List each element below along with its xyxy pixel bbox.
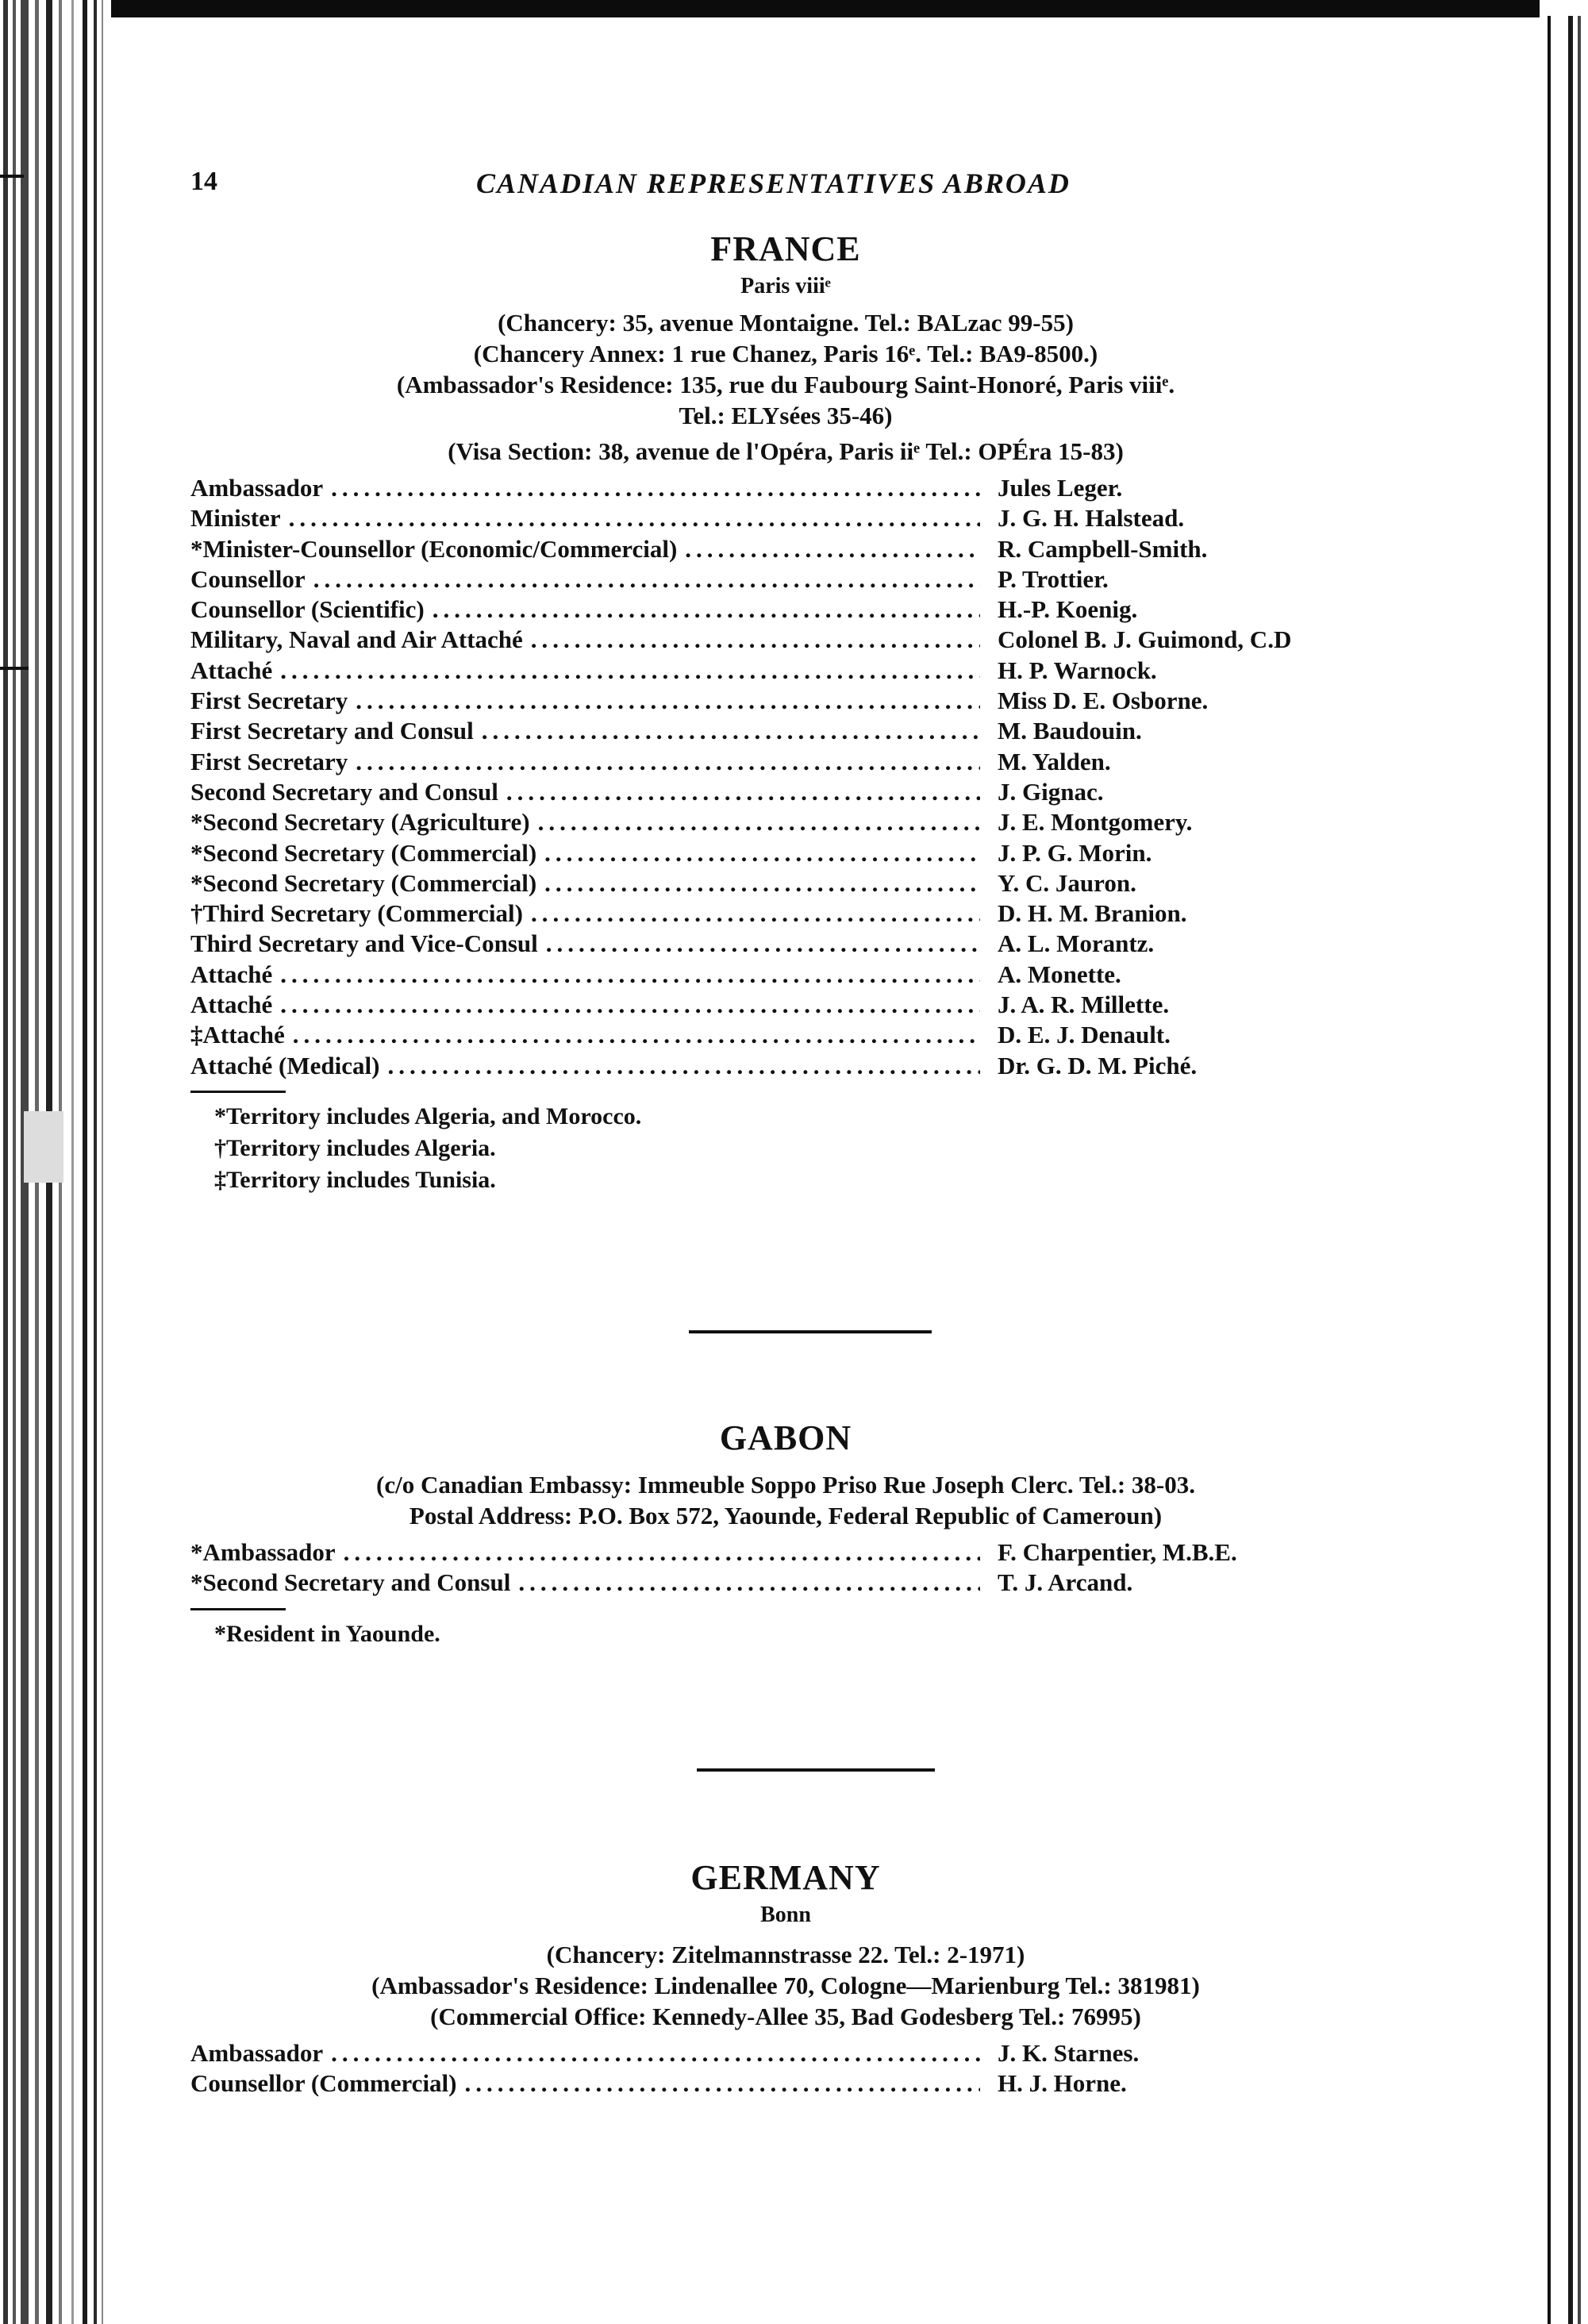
address-line: (Visa Section: 38, avenue de l'Opéra, Paris iiᵉ Tel.: OPÉra 15-83): [448, 437, 1124, 465]
section-germany: [190, 1857, 1381, 2099]
staff-row: [190, 594, 1381, 625]
address-line: (Chancery: 35, avenue Montaigne. Tel.: BALzac 99-55): [498, 309, 1074, 337]
leader-dots: [280, 656, 980, 686]
footnotes-france: [190, 1101, 1381, 1196]
section-gabon: [190, 1418, 1381, 1650]
leader-dots: [465, 2068, 981, 2099]
section-france: [190, 229, 1381, 1196]
staff-position: Counsellor: [190, 564, 306, 593]
staff-row: [190, 807, 1381, 837]
staff-position: *Ambassador: [190, 1538, 336, 1566]
staff-row: [190, 473, 1381, 503]
page-number: 14: [190, 167, 217, 196]
staff-position: *Second Secretary and Consul: [190, 1568, 511, 1597]
staff-name: M. Baudouin.: [998, 717, 1142, 745]
staff-name: J. Gignac.: [998, 777, 1104, 806]
staff-name: D. E. J. Denault.: [998, 1021, 1171, 1049]
staff-position: *Second Secretary (Commercial): [190, 868, 537, 897]
staff-name: H. J. Horne.: [998, 2069, 1127, 2098]
footnote: *Territory includes Algeria, and Morocco.: [214, 1102, 642, 1129]
leader-dots: [544, 868, 980, 898]
leader-dots: [387, 1051, 980, 1081]
leader-dots: [313, 564, 980, 594]
staff-row: [190, 2068, 1381, 2099]
staff-name: Dr. G. D. M. Piché.: [998, 1051, 1198, 1079]
staff-position: Second Secretary and Consul: [190, 777, 498, 806]
staff-name: P. Trottier.: [998, 564, 1109, 593]
staff-position: First Secretary: [190, 747, 348, 775]
staff-row: [190, 1568, 1381, 1598]
staff-name: A. Monette.: [998, 960, 1121, 988]
staff-position: First Secretary and Consul: [190, 717, 474, 745]
leader-dots: [356, 686, 980, 716]
footnote-rule: [190, 1608, 286, 1610]
staff-position: Attaché (Medical): [190, 1051, 380, 1079]
staff-position: Minister: [190, 504, 281, 533]
page-header: [190, 167, 1381, 206]
staff-position: ‡Attaché: [190, 1021, 285, 1049]
address-line: (Ambassador's Residence: Lindenallee 70, Cologne—Marienburg Tel.: 381981): [371, 1972, 1200, 1999]
staff-position: *Second Secretary (Commercial): [190, 838, 537, 867]
staff-name: Jules Leger.: [998, 474, 1123, 502]
staff-position: Attaché: [190, 656, 273, 684]
section-divider: [697, 1768, 935, 1772]
staff-row: [190, 1020, 1381, 1050]
staff-row: [190, 929, 1381, 959]
address-block-gabon: [190, 1469, 1381, 1531]
staff-name: M. Yalden.: [998, 747, 1111, 775]
staff-position: †Third Secretary (Commercial): [190, 899, 523, 928]
leader-dots: [344, 1537, 980, 1568]
staff-row: [190, 1537, 1381, 1568]
staff-list-gabon: [190, 1537, 1381, 1599]
staff-list-france: [190, 473, 1381, 1081]
scan-binding-edge: [0, 0, 111, 2324]
staff-row: [190, 777, 1381, 807]
staff-position: *Second Secretary (Agriculture): [190, 808, 530, 837]
leader-dots: [518, 1568, 980, 1598]
staff-name: H.-P. Koenig.: [998, 595, 1138, 624]
staff-row: [190, 838, 1381, 868]
staff-name: F. Charpentier, M.B.E.: [998, 1538, 1237, 1566]
address-line: (Ambassador's Residence: 135, rue du Faubourg Saint-Honoré, Paris viiiᵉ.: [396, 371, 1175, 398]
staff-name: J. G. H. Halstead.: [998, 504, 1185, 533]
staff-name: J. P. G. Morin.: [998, 838, 1152, 867]
staff-row: [190, 625, 1381, 655]
staff-name: D. H. M. Branion.: [998, 899, 1187, 928]
staff-row: [190, 503, 1381, 533]
staff-name: J. E. Montgomery.: [998, 808, 1193, 837]
address-line: (Chancery: Zitelmannstrasse 22. Tel.: 2-1971): [546, 1941, 1025, 1968]
address-line: (c/o Canadian Embassy: Immeuble Soppo Priso Rue Joseph Clerc. Tel.: 38-03.: [376, 1471, 1195, 1499]
staff-position: *Minister-Counsellor (Economic/Commercial): [190, 534, 678, 563]
staff-row: [190, 716, 1381, 746]
scan-top-border: [0, 0, 1588, 17]
staff-row: [190, 534, 1381, 564]
staff-position: First Secretary: [190, 687, 348, 715]
city-germany: Bonn: [760, 1903, 811, 1927]
leader-dots: [544, 838, 980, 868]
address-line: Postal Address: P.O. Box 572, Yaounde, Federal Republic of Cameroun): [409, 1502, 1163, 1529]
leader-dots: [289, 503, 980, 533]
address-line: (Commercial Office: Kennedy-Allee 35, Bad Godesberg Tel.: 76995): [430, 2003, 1141, 2030]
staff-name: Colonel B. J. Guimond, C.D: [998, 625, 1292, 654]
staff-position: Ambassador: [190, 474, 324, 502]
staff-position: Military, Naval and Air Attaché: [190, 625, 523, 654]
leader-dots: [506, 777, 980, 807]
address-line: Tel.: ELYsées 35-46): [679, 402, 893, 429]
staff-position: Attaché: [190, 960, 273, 988]
footnote: †Territory includes Algeria.: [214, 1134, 496, 1161]
leader-dots: [482, 716, 980, 746]
footnotes-gabon: [190, 1618, 1381, 1650]
leader-dots: [685, 534, 980, 564]
leader-dots: [331, 473, 980, 503]
staff-row: [190, 1051, 1381, 1081]
staff-row: [190, 686, 1381, 716]
staff-name: J. A. R. Millette.: [998, 991, 1170, 1019]
staff-name: T. J. Arcand.: [998, 1568, 1133, 1597]
staff-row: [190, 564, 1381, 594]
staff-position: Attaché: [190, 991, 273, 1019]
leader-dots: [531, 625, 980, 655]
scan-right-edge: [1540, 0, 1588, 2324]
section-divider: [689, 1330, 932, 1333]
address-line: (Chancery Annex: 1 rue Chanez, Paris 16ᵉ. Tel.: BA9-8500.): [473, 340, 1098, 367]
leader-dots: [356, 747, 980, 777]
staff-position: Counsellor (Scientific): [190, 595, 425, 624]
leader-dots: [538, 807, 980, 837]
staff-row: [190, 747, 1381, 777]
footnote: ‡Territory includes Tunisia.: [214, 1166, 496, 1193]
footnote-rule: [190, 1091, 286, 1093]
staff-position: Counsellor (Commercial): [190, 2069, 457, 2098]
staff-name: J. K. Starnes.: [998, 2039, 1140, 2067]
staff-row: [190, 2038, 1381, 2068]
country-heading-gabon: GABON: [719, 1418, 852, 1457]
footnote: *Resident in Yaounde.: [214, 1620, 440, 1647]
leader-dots: [531, 898, 980, 929]
staff-row: [190, 868, 1381, 898]
staff-row: [190, 960, 1381, 990]
staff-name: R. Campbell-Smith.: [998, 534, 1208, 563]
leader-dots: [331, 2038, 980, 2068]
staff-name: H. P. Warnock.: [998, 656, 1157, 684]
running-title: CANADIAN REPRESENTATIVES ABROAD: [476, 167, 1071, 199]
country-heading-germany: GERMANY: [690, 1858, 881, 1897]
staff-position: Ambassador: [190, 2039, 324, 2067]
staff-name: Miss D. E. Osborne.: [998, 687, 1209, 715]
leader-dots: [546, 929, 980, 959]
staff-name: Y. C. Jauron.: [998, 868, 1136, 897]
staff-row: [190, 898, 1381, 929]
leader-dots: [280, 960, 980, 990]
country-heading-france: FRANCE: [710, 229, 861, 268]
staff-row: [190, 990, 1381, 1020]
address-block-germany: [190, 1939, 1381, 2032]
leader-dots: [433, 594, 980, 625]
leader-dots: [280, 990, 980, 1020]
leader-dots: [293, 1020, 980, 1050]
staff-row: [190, 656, 1381, 686]
staff-list-germany: [190, 2038, 1381, 2099]
city-france: Paris viiiᵉ: [740, 274, 831, 298]
staff-name: A. L. Morantz.: [998, 929, 1155, 958]
address-block-france: [190, 307, 1381, 467]
staff-position: Third Secretary and Vice-Consul: [190, 929, 538, 958]
